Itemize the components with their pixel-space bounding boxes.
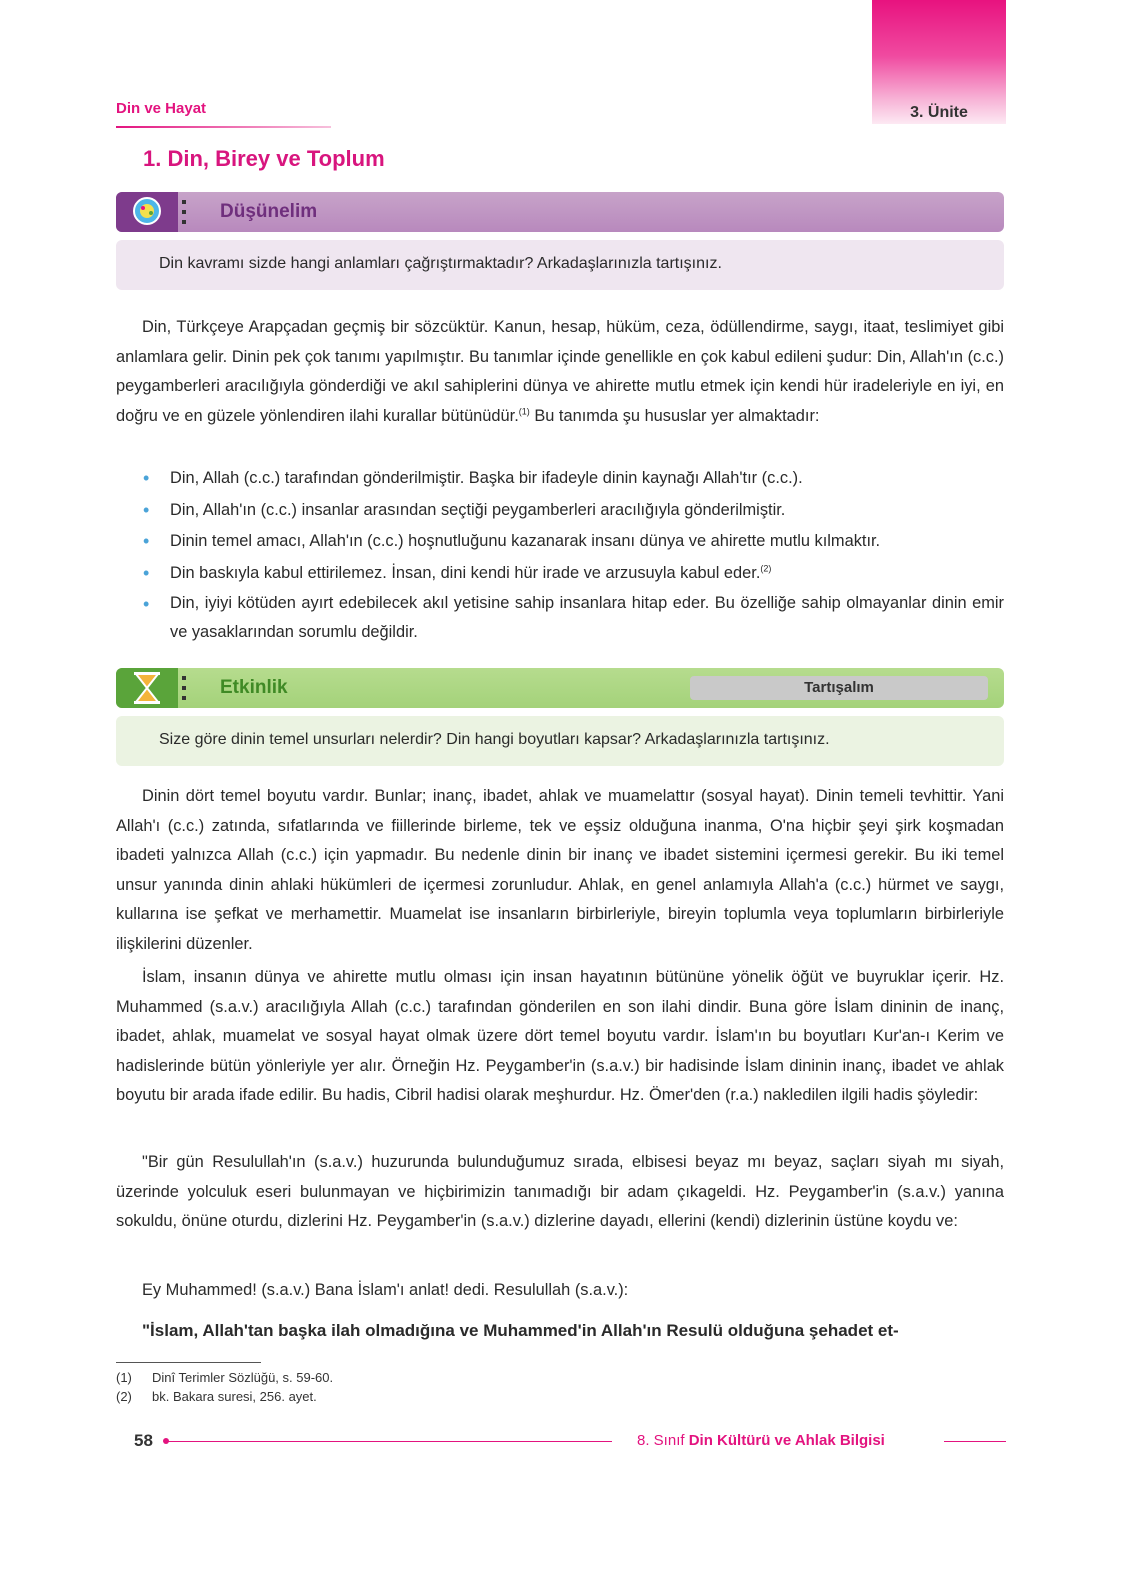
paragraph-4: "Bir gün Resulullah'ın (s.a.v.) huzurunda bulunduğumuz sırada, elbisesi beyaz mı beyaz, saçları siyah mı siyah, üzerinde yolculuk eseri bulunmayan ve hiçbirimizin tanımadığı bir adam çıkageldi. Hz. Peygamber'in (s.a.v.) yanına sokuldu, önüne oturdu, dizlerini Hz. Peygamber'in (s.a.v.) dizlerine dayadı, ellerini (kendi) dizlerinin üstüne koydu ve: [116,1153,1004,1230]
paragraph-3: İslam, insanın dünya ve ahirette mutlu olması için insan hayatının bütününe yönelik öğüt ve buyruklar içerir. Hz. Muhammed (s.a.v.) aracılığıyla Allah (c.c.) tarafından gönderilen en son ilahi dindir. Buna göre İslam dininin de inanç, ibadet, ahlak, muamelat ve sosyal hayat olmak üzere dört temel boyutu vardır. İslam'ın bu boyutları Kur'an-ı Kerim ve hadislerinde bütün yönleriyle yer alır. Örneğin Hz. Peygamber'in (s.a.v.) bir hadisinde İslam dininin inanç, ibadet ve ahlak boyutu bir arada ifade edilir. Bu hadis, Cibril hadisi olarak meşhurdur. Hz. Ömer'den (r.a.) nakledilen ilgili hadis şöyledir: [116,968,1004,1104]
think-icon [116,192,178,232]
list-item: • Din, Allah'ın (c.c.) insanlar arasından seçtiği peygamberleri aracılığıyla gönderilmiştir. [143,495,1004,527]
list-item: • Dinin temel amacı, Allah'ın (c.c.) hoşnutluğunu kazanarak insanı dünya ve ahirette mutlu kılmaktır. [143,526,1004,558]
unit-tab [872,0,1006,124]
footnote-2: (2) bk. Bakara suresi, 256. ayet. [116,1389,317,1404]
header-rule [116,126,331,128]
paragraph-1: Din, Türkçeye Arapçadan geçmiş bir sözcüktür. Kanun, hesap, hüküm, ceza, ödüllendirme, saygı, itaat, teslimiyet gibi anlamlara gelir. Dinin pek çok tanımı yapılmıştır. Bu tanımlar içinde genellikle en çok kabul edileni şudur: Din, Allah'ın (c.c.) peygamberleri aracılığıyla gönderdiği ve akıl sahiplerini dünya ve ahirette mutlu etmek için kendi hür iradeleriyle en iyi, en doğru ve en güzele yönlendiren ilahi kurallar bütünüdür.$^{(1)}$ Bu tanımda şu hususlar yer almaktadır: [116,318,1004,425]
footer-book-title: 8. Sınıf Din Kültürü ve Ahlak Bilgisi [637,1432,885,1449]
banner-dots [182,676,186,700]
footnotes [116,1368,333,1406]
footnote-ref-2: (2) [760,563,772,574]
footer-rule-left [166,1441,612,1442]
think-question: Din kavramı sizde hangi anlamları çağrıştırmaktadır? Arkadaşlarınızla tartışınız. [116,240,1004,290]
list-item: • Din, iyiyi kötüden ayırt edebilecek akıl yetisine sahip insanlara hitap eder. Bu özelliğe sahip olmayanlar dinin emir ve yasaklarından sorumlu değildir. [143,589,1004,647]
think-title: Düşünelim [220,201,318,222]
paragraph-5: Ey Muhammed! (s.a.v.) Bana İslam'ı anlat! dedi. Resulullah (s.a.v.): [142,1281,629,1299]
page-number: 58 [134,1431,153,1450]
activity-question: Size göre dinin temel unsurları nelerdir? Din hangi boyutları kapsar? Arkadaşlarınızla tartışınız. [116,716,1004,766]
hourglass-icon [116,668,178,708]
footer-rule-right [944,1441,1006,1442]
banner-dots [182,200,186,224]
activity-banner [116,668,1004,708]
list-item: • Din baskıyla kabul ettirilemez. İnsan, dini kendi hür irade ve arzusuyla kabul eder.$^{(2)}$ [143,558,1004,590]
footnote-1: (1) Dinî Terimler Sözlüğü, s. 59-60. [116,1370,334,1385]
definition-bullets [143,463,1004,647]
paragraph-2: Dinin dört temel boyutu vardır. Bunlar; inanç, ibadet, ahlak ve muamelattır (sosyal hayat). Dinin temeli tevhittir. Yani Allah'ı (c.c.) zatında, sıfatlarında ve fiillerinde birleme, tek ve eşsiz olduğuna inanma, O'na hiçbir şeyi şirk koşmadan ibadeti yalnızca Allah (c.c.) için yapmadır. Bu nedenle dinin bir inanç ve ibadet sistemini içermesi gerekir. Bu iki temel unsur yanında dinin ahlaki hükümleri de içermesi zorunludur. Ahlak, en genel anlamıyla Allah'a (c.c.) hürmet ve saygı, kullarına ise şefkat ve merhamettir. Muamelat ise insanların birbirleriyle, bireyin toplumla veya toplumların birbirleriyle ilişkilerini düzenler. [116,787,1004,953]
footnote-rule [116,1362,261,1363]
activity-title: Etkinlik [220,677,288,698]
section-title: 1. Din, Birey ve Toplum [143,146,385,171]
activity-tag: Tartışalım [690,676,988,700]
paragraph-6: "İslam, Allah'tan başka ilah olmadığına ve Muhammed'in Allah'ın Resulü olduğuna şehadet et- [142,1321,899,1340]
unit-label: 3. Ünite [910,104,968,121]
chapter-header: Din ve Hayat [116,100,207,117]
footnote-ref-1: (1) [518,406,530,417]
list-item: • Din, Allah (c.c.) tarafından gönderilmiştir. Başka bir ifadeyle dinin kaynağı Allah'tır (c.c.). [143,463,1004,495]
think-banner [116,192,1004,232]
